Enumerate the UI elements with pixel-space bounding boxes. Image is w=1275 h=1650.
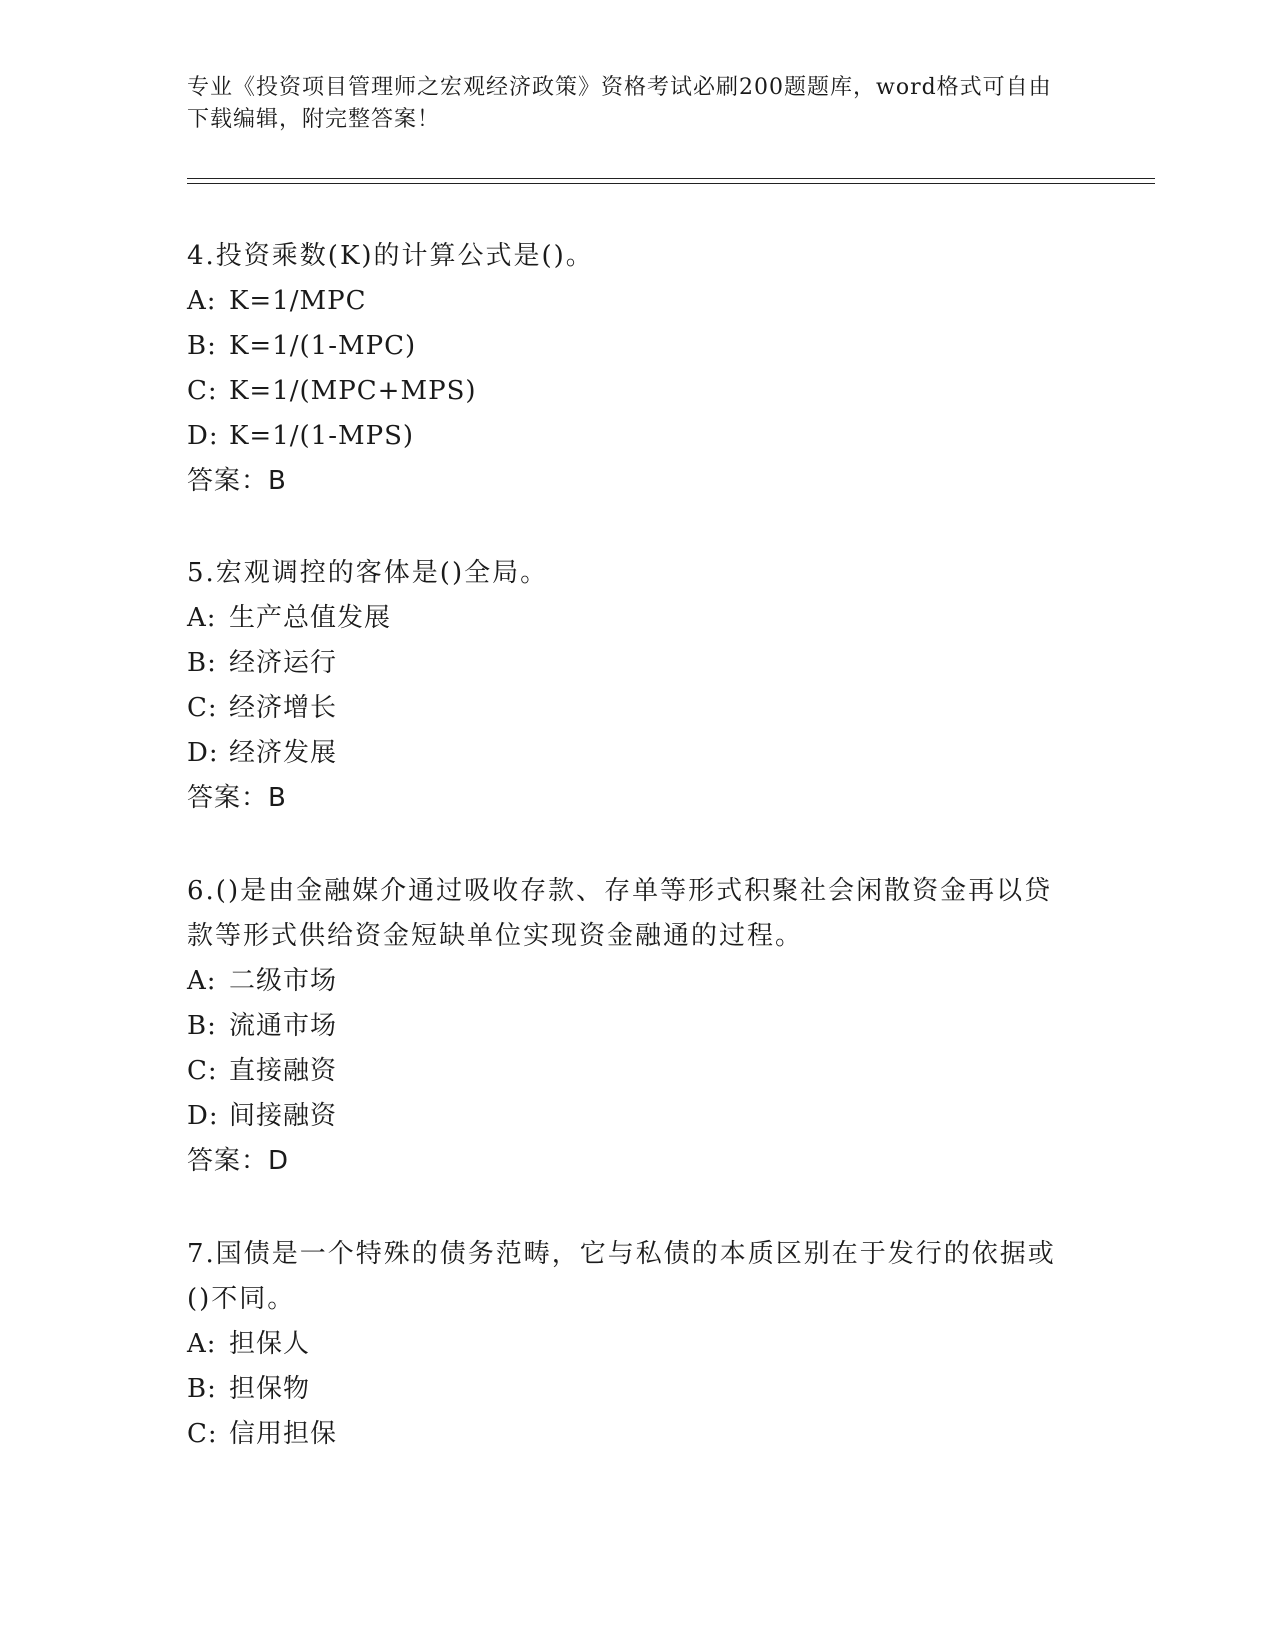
option-d: [187, 414, 1067, 459]
header-divider-top: [187, 178, 1155, 179]
option-key: C:: [187, 376, 218, 406]
option-b: [187, 1004, 1067, 1049]
option-key: B:: [187, 331, 217, 361]
option-c: [187, 369, 1067, 414]
option-text: K=1/(1-MPC): [229, 331, 417, 361]
option-text: 担保人: [229, 1329, 311, 1359]
option-a: [187, 279, 1067, 324]
option-d: [187, 731, 1067, 776]
answer-line: 答案：B: [187, 783, 287, 813]
option-a: [187, 596, 1067, 641]
option-key: D:: [187, 738, 219, 768]
option-text: K=1/(MPC+MPS): [229, 376, 477, 406]
option-key: C:: [187, 693, 218, 723]
option-b: [187, 324, 1067, 369]
option-d: [187, 1094, 1067, 1139]
option-key: B:: [187, 648, 217, 678]
question-stem: 4.投资乘数(K)的计算公式是()。: [187, 241, 594, 271]
option-text: 流通市场: [229, 1011, 338, 1041]
question-stem: 7.国债是一个特殊的债务范畴，它与私债的本质区别在于发行的依据或()不同。: [187, 1239, 1056, 1314]
option-b: [187, 1367, 1067, 1412]
option-key: A:: [187, 603, 217, 633]
option-text: 经济运行: [229, 648, 338, 678]
question-4: [187, 234, 1067, 504]
option-c: [187, 1412, 1067, 1457]
option-text: K=1/MPC: [229, 286, 367, 316]
option-a: [187, 959, 1067, 1004]
option-text: 生产总值发展: [229, 603, 392, 633]
option-key: A:: [187, 1329, 217, 1359]
option-text: 二级市场: [229, 966, 338, 996]
option-text: 经济增长: [229, 693, 338, 723]
option-key: B:: [187, 1374, 217, 1404]
option-key: C:: [187, 1419, 218, 1449]
option-text: 经济发展: [229, 738, 338, 768]
question-7: [187, 1232, 1067, 1457]
question-stem: 6.()是由金融媒介通过吸收存款、存单等形式积聚社会闲散资金再以贷款等形式供给资金短缺单位实现资金融通的过程。: [187, 876, 1053, 951]
option-a: [187, 1322, 1067, 1367]
option-key: A:: [187, 966, 217, 996]
option-key: D:: [187, 421, 219, 451]
option-text: 间接融资: [229, 1101, 338, 1131]
answer-line: 答案：B: [187, 466, 287, 496]
option-b: [187, 641, 1067, 686]
option-text: 直接融资: [229, 1056, 338, 1086]
option-key: D:: [187, 1101, 219, 1131]
option-text: 担保物: [229, 1374, 311, 1404]
option-key: B:: [187, 1011, 217, 1041]
header-divider-bottom: [187, 183, 1155, 184]
question-5: [187, 551, 1067, 821]
option-c: [187, 686, 1067, 731]
option-text: 信用担保: [229, 1419, 338, 1449]
document-header: 专业《投资项目管理师之宏观经济政策》资格考试必刷200题题库，word格式可自由下载编辑，附完整答案！: [187, 75, 1052, 132]
option-c: [187, 1049, 1067, 1094]
answer-line: 答案：D: [187, 1146, 290, 1176]
option-key: C:: [187, 1056, 218, 1086]
question-6: [187, 869, 1067, 1184]
option-text: K=1/(1-MPS): [229, 421, 415, 451]
question-stem: 5.宏观调控的客体是()全局。: [187, 558, 549, 588]
option-key: A:: [187, 286, 217, 316]
